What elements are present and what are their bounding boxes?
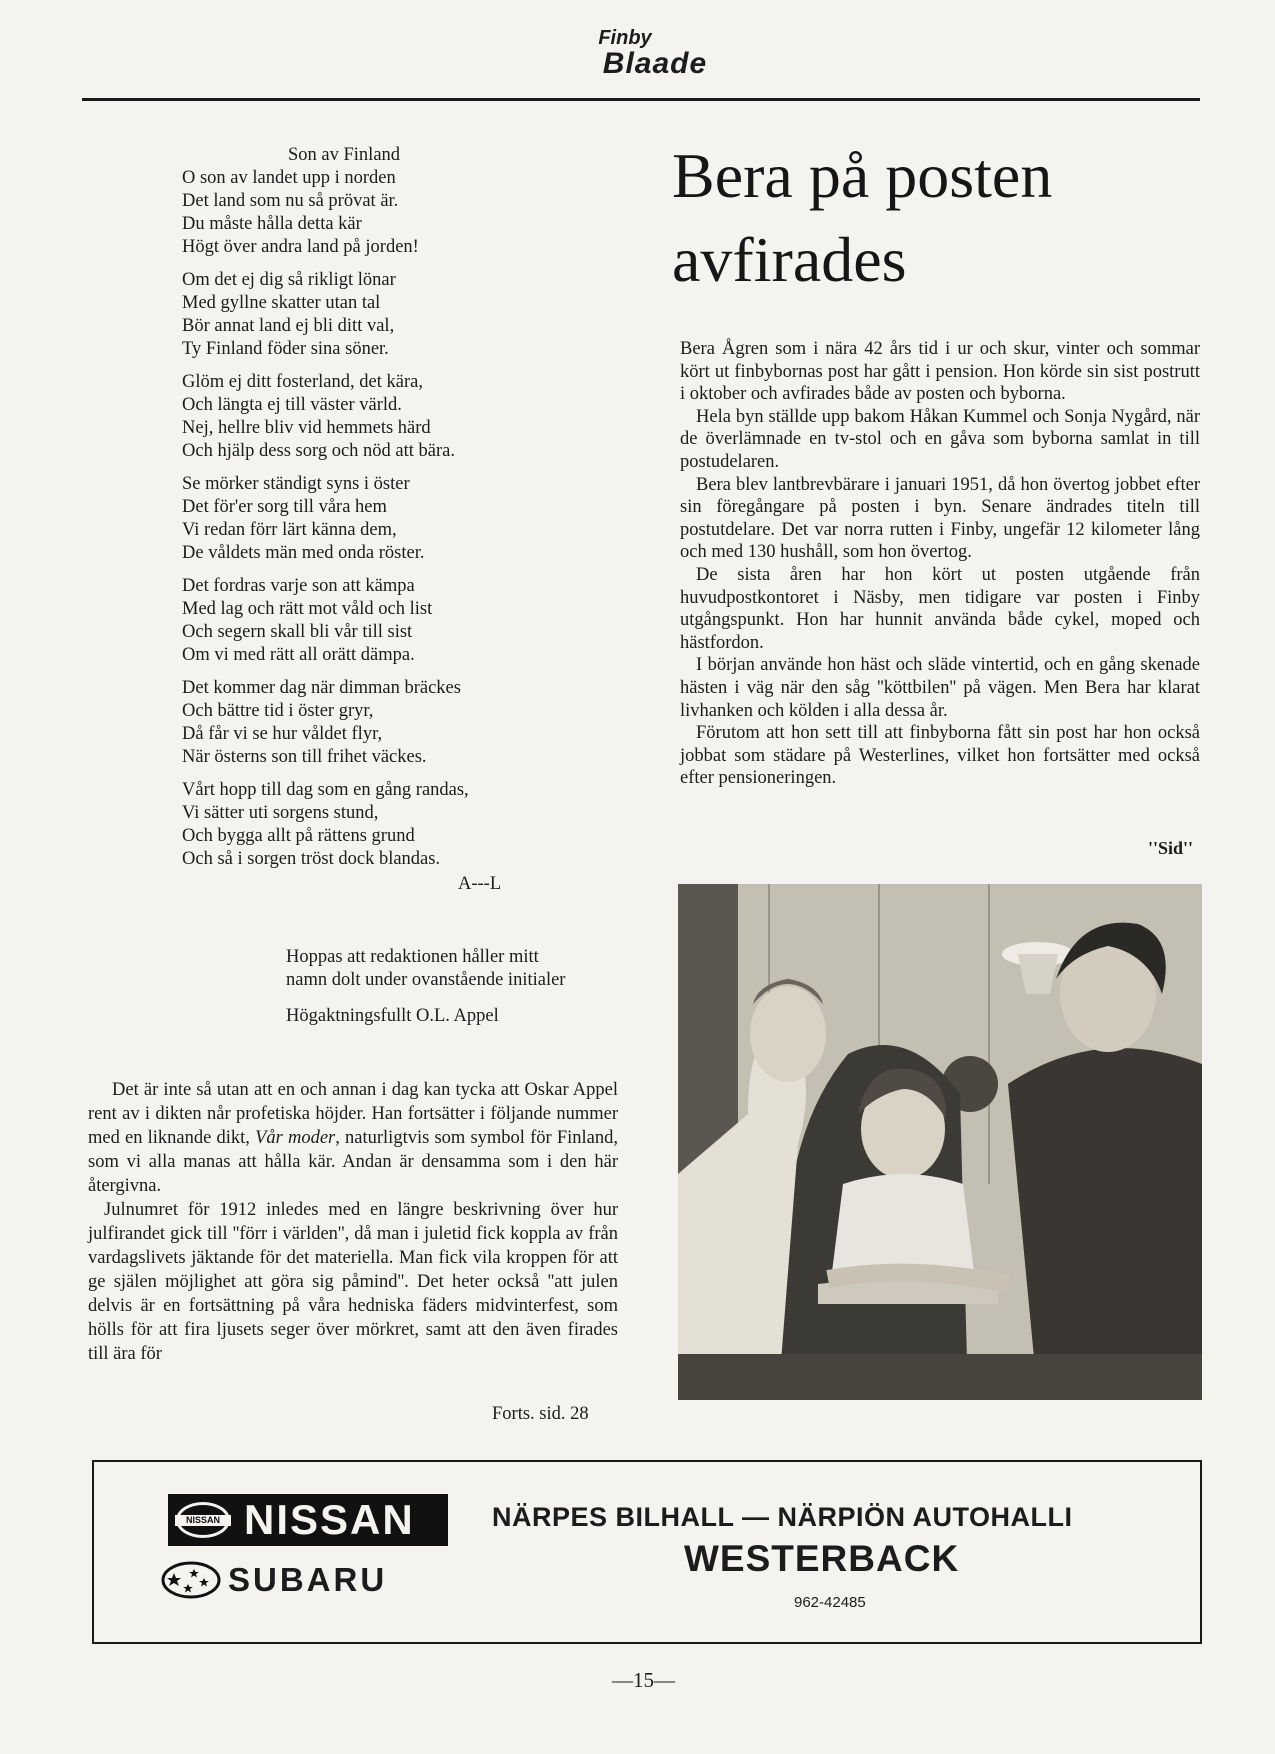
essay-paragraph: Julnumret för 1912 inledes med en längre beskrivning över hur julfirandet gick till ''förr i världen'', då man i juletid fick koppla av från vardagslivets jäktande för det materiella. Man fick vila kroppen för att ge själen möjlighet att göra sig påmind''. Det heter också ''att julen delvis är en fortsättning på våra hedniska fäders midvinterfest, som hölls för att fira ljusets seger över mörkret, samt att den även firades till ära för xyxy=(88,1200,618,1364)
article-headline-line: avfirades xyxy=(672,224,907,295)
article-photo xyxy=(678,884,1202,1400)
dealer-phone: 962-42485 xyxy=(794,1594,866,1611)
photo-illustration xyxy=(678,884,1202,1400)
poem-line: Vi sätter uti sorgens stund, xyxy=(182,803,379,823)
dealer-name: NÄRPES BILHALL — NÄRPIÖN AUTOHALLI xyxy=(492,1502,1073,1532)
article-paragraph: Bera Ågren som i nära 42 års tid i ur och skur, vinter och sommar kört ut finbybornas post har gått i pension. Hon körde sin sist postrutt i oktober och avfirades både av posten och byborna. xyxy=(680,339,1200,405)
author-regards: Högaktningsfullt O.L. Appel xyxy=(286,1006,499,1026)
subaru-logo xyxy=(160,1560,387,1600)
poem-line: Högt över andra land på jorden! xyxy=(182,237,419,257)
nissan-badge-text: NISSAN xyxy=(175,1515,231,1526)
author-note xyxy=(286,946,565,992)
poem-line: Och segern skall bli vår till sist xyxy=(182,622,413,642)
dealer-owner: WESTERBACK xyxy=(684,1538,960,1579)
masthead xyxy=(520,28,760,80)
masthead-rule xyxy=(82,98,1200,101)
essay-poem-title: Vår moder xyxy=(255,1128,336,1148)
poem-line: Om det ej dig så rikligt lönar xyxy=(182,270,396,290)
masthead-line-2: Blaade xyxy=(602,47,708,80)
poem-stanza xyxy=(182,473,652,565)
poem-line: Det för'er sorg till våra hem xyxy=(182,497,387,517)
poem-line: Nej, hellre bliv vid hemmets härd xyxy=(182,418,431,438)
continued-note: Forts. sid. 28 xyxy=(492,1404,589,1424)
author-note-line: namn dolt under ovanstående initialer xyxy=(286,970,566,990)
nissan-logo xyxy=(168,1494,448,1546)
poem-line: Och bygga allt på rättens grund xyxy=(182,826,415,846)
poem-line: Och hjälp dess sorg och nöd att bära. xyxy=(182,441,455,461)
poem-line: Vi redan förr lärt känna dem, xyxy=(182,520,397,540)
poem-stanza xyxy=(182,677,652,769)
poem-stanza xyxy=(182,575,652,667)
poem-title: Son av Finland xyxy=(288,145,401,165)
article-body xyxy=(680,338,1200,790)
advertisement xyxy=(92,1460,1202,1644)
article-headline-line: Bera på posten xyxy=(672,140,1053,211)
poem-line: De våldets män med onda röster. xyxy=(182,543,425,563)
article-paragraph: Förutom att hon sett till att finbyborna fått sin post har hon också jobbat som städare på Westerlines, vilket hon fortsätter med också efter pensioneringen. xyxy=(680,723,1200,789)
poem-stanza xyxy=(182,371,652,463)
poem-line: Och bättre tid i öster gryr, xyxy=(182,701,374,721)
author-note-line: Hoppas att redaktionen håller mitt xyxy=(286,947,539,967)
poem-stanza xyxy=(182,269,652,361)
poem-line: Med lag och rätt mot våld och list xyxy=(182,599,433,619)
essay-paragraph xyxy=(88,1078,618,1198)
poem-line: Det fordras varje son att kämpa xyxy=(182,576,415,596)
article-paragraph: Hela byn ställde upp bakom Håkan Kummel och Sonja Nygård, när de överlämnade en tv-stol och en gåva som byborna samlat in till postudelaren. xyxy=(680,406,1200,472)
article-paragraph: De sista åren har hon kört ut posten utgående från huvudpostkontoret i Näsby, men tidigare var posten i Finby utgångspunkt. Hon har hunnit använda både cykel, moped och hästfordon. xyxy=(680,564,1200,653)
subaru-wordmark: SUBARU xyxy=(228,1561,388,1598)
page-number: —15— xyxy=(612,1668,675,1692)
masthead-line-1: Finby xyxy=(598,27,652,49)
poem-line: Det kommer dag när dimman bräckes xyxy=(182,678,461,698)
poem-line: Vårt hopp till dag som en gång randas, xyxy=(182,780,469,800)
poem-line: Då får vi se hur våldet flyr, xyxy=(182,724,383,744)
poem-line: Se mörker ständigt syns i öster xyxy=(182,474,410,494)
poem-stanza xyxy=(182,167,652,259)
nissan-wordmark: NISSAN xyxy=(244,1496,415,1543)
poem-line: När österns son till frihet väckes. xyxy=(182,747,427,767)
poem-line: O son av landet upp i norden xyxy=(182,168,396,188)
article-paragraph: Bera blev lantbrevbärare i januari 1951, då hon övertog jobbet efter sin föregångare på posten i byn. Senare ändrades titeln till postutdelare. Det var norra rutten i Finby, ungefär 12 kilometer lång och med 130 hushåll, som hon övertog. xyxy=(680,474,1200,563)
poem-line: Om vi med rätt all orätt dämpa. xyxy=(182,645,415,665)
poem-signature: A---L xyxy=(458,874,502,894)
poem-line: Och längta ej till väster värld. xyxy=(182,395,402,415)
subaru-stars-icon xyxy=(160,1560,222,1600)
poem-line: Bör annat land ej bli ditt val, xyxy=(182,316,395,336)
poem-line: Ty Finland föder sina söner. xyxy=(182,339,389,359)
nissan-badge-icon xyxy=(176,1502,230,1538)
article-headline xyxy=(672,134,1212,302)
essay-text: Det är inte så utan att en och annan i dag kan tycka att Oskar Appel rent av i dikten når profetiska höjder. Han fortsätter i följande nummer med en liknande dikt, xyxy=(88,1080,618,1148)
poem xyxy=(182,144,652,896)
poem-stanza xyxy=(182,779,652,871)
poem-line: Med gyllne skatter utan tal xyxy=(182,293,381,313)
poem-line: Och så i sorgen tröst dock blandas. xyxy=(182,849,441,869)
essay xyxy=(88,1078,618,1366)
essay-text: , naturligtvis som symbol för Finland, som vi alla manas att hålla kär. Andan är densamma som i den här återgivna. xyxy=(88,1128,618,1196)
poem-line: Du måste hålla detta kär xyxy=(182,214,362,234)
poem-line: Glöm ej ditt fosterland, det kära, xyxy=(182,372,423,392)
article-paragraph: I början använde hon häst och släde vintertid, och en gång skenade hästen i väg när den såg ''köttbilen'' på vägen. Men Bera har klarat livhanken och kölden i alla dessa år. xyxy=(680,655,1200,721)
poem-line: Det land som nu så prövat är. xyxy=(182,191,399,211)
article-byline: ''Sid'' xyxy=(1148,838,1194,858)
